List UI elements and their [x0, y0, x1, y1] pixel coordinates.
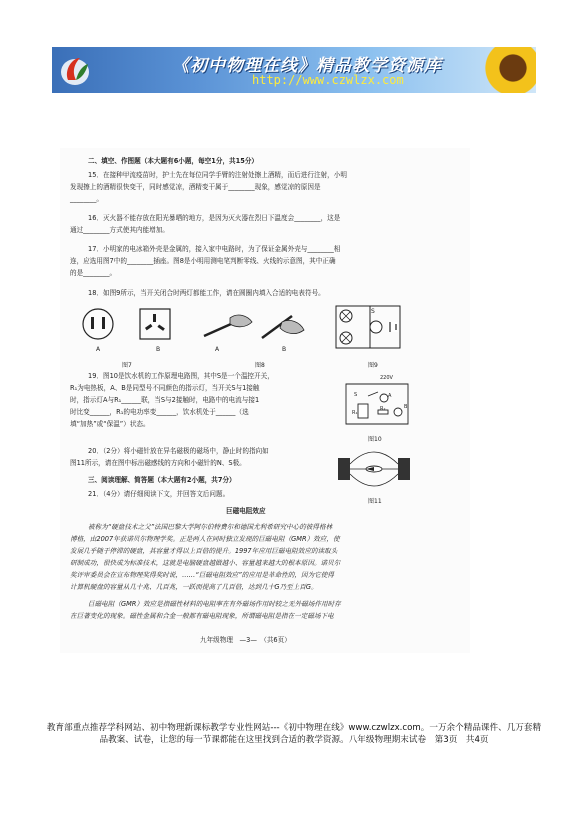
q15-line1: 15．在接种甲流疫苗时，护士先在每位同学手臂的注射处擦上酒精，而后进行注射，小明: [88, 171, 347, 179]
page-number-footer: 九年级物理 —3— （共6页）: [200, 636, 291, 644]
figure-7-sockets: [80, 306, 176, 348]
article-line2: 博格，由2007年获诺贝尔物理学奖。正是两人在同时独立发现的巨磁电阻（GMR）效应，使: [70, 535, 340, 543]
banner-title: 《初中物理在线》精品教学资源库: [172, 56, 442, 76]
figure-11-magnet-field: [336, 446, 412, 492]
article-title: 巨磁电阻效应: [226, 507, 266, 515]
fig10-lamp-b: B: [404, 404, 408, 410]
site-footer-text: 教育部重点推荐学科网站、初中物理新课标教学专业性网站---《初中物理在线》www.czwlzx.com。一万余个精品课件、几万套精品教案、试卷，让您的每一节课都能在这里找到合适的教学资源。八年级物理期末试卷 第3页 共4页: [46, 723, 542, 745]
fig8-label-a: A: [215, 346, 220, 353]
fig10-switch: S: [354, 392, 358, 398]
q16-line1: 16．灭火器不能存放在阳光暴晒的地方，是因为灭火器在烈日下温度会________，这是: [88, 214, 341, 222]
sunflower-icon: [482, 47, 536, 93]
q19-line5: 填“加热”或“保温”）状态。: [70, 420, 150, 428]
fig10-caption: 图10: [368, 436, 382, 443]
section2-header: 二、填空、作图题（本大题有6小题，每空1分，共15分）: [88, 157, 259, 165]
figure-9-circuit: [330, 300, 406, 354]
q21-text: 21．（4分）请仔细阅读下文，并回答文后问题。: [88, 490, 230, 498]
fig10-r2: R₂: [380, 406, 386, 412]
article-line5: 奖评审委员会在宣布物理奖得奖时说，……“巨磁电阻效应”的应用是革命性的，因为它使得: [70, 571, 334, 579]
figure-8-test-pens: [200, 308, 310, 346]
article-line6: 计算机硬盘的容量从几十兆、几百兆，一跃而提高了几百倍，达到几十G乃至上百G。: [70, 583, 318, 591]
article-line1: 被称为“硬盘技术之父”法国巴黎大学阿尔伯特费尔和德国尤利希研究中心的彼得格林: [88, 523, 333, 531]
fig8-label-b: B: [282, 346, 287, 353]
site-banner: [52, 47, 536, 93]
q19-line1: 19．图10是饮水机的工作原理电路图，其中S是一个温控开关，: [88, 372, 274, 380]
q17-line2: 连，应选用图7中的________插座。图8是小明用测电笔判断零线、火线的示意图，其中正确: [70, 257, 336, 265]
fig7-label-b: B: [156, 346, 161, 353]
fig10-voltage: 220V: [380, 375, 393, 381]
q19-line4: 时比变______，R₁的电功率变______，饮水机处于______（选: [70, 408, 249, 416]
q15-line3: ________。: [70, 195, 103, 203]
q15-line2: 发现擦上的酒精很快变干，同时感觉凉，酒精变干属于________现象，感觉凉的原因是: [70, 183, 321, 191]
fig7-label-a: A: [96, 346, 101, 353]
q20-line2: 图11所示，请在图中标出磁感线的方向和小磁针的N、S极。: [70, 459, 246, 467]
fig8-caption: 图8: [255, 362, 265, 369]
q19-line2: R₁为电热板，A、B是同型号不同颜色的指示灯，当开关S与1接触: [70, 384, 260, 392]
section3-header: 三、阅读理解、简答题（本大题有2小题，共7分）: [88, 476, 236, 484]
fig9-caption: 图9: [368, 362, 378, 369]
fig7-caption: 图7: [122, 362, 132, 369]
fig10-lamp-a: A: [388, 393, 392, 399]
article-line8: 在巨著变化的现象。磁性金属和合金一般都有磁电阻现象，所谓磁电阻是指在一定磁场下电: [70, 612, 334, 620]
q18-text: 18．如图9所示，当开关闭合时两灯都能工作，请在圆圈内填入合适的电表符号。: [88, 289, 325, 297]
fig11-caption: 图11: [368, 498, 382, 505]
fig10-r1: R₁: [352, 410, 358, 416]
article-line7: 巨磁电阻（GMR）效应是指磁性材料的电阻率在有外磁场作用时较之无外磁场作用时存: [88, 600, 341, 608]
banner-url[interactable]: http://www.czwlzx.com: [252, 73, 404, 87]
figure-10-circuit: [338, 378, 414, 430]
q17-line1: 17．小明家的电冰箱外壳是金属的，接入家中电路时，为了保证金属外壳与________相: [88, 245, 341, 253]
q17-line3: 的是________。: [70, 269, 117, 277]
q16-line2: 通过________方式使其内能增加。: [70, 226, 169, 234]
fig9-switch-label: S: [371, 308, 375, 315]
q19-line3: 时，指示灯A与R₁______联，当S与2接触时，电路中的电流与接1: [70, 396, 260, 404]
article-line3: 发展几乎随于停滞的硬盘，其容量才得以上百倍的提升。1997年应用巨磁电阻效应的读取头: [70, 547, 338, 555]
site-logo-icon: [58, 52, 92, 88]
article-line4: 研制成功，很快成为标准技术，这就是电脑硬盘越做越小、容量越来越大的根本原因。诺贝尔: [70, 559, 341, 567]
q20-line1: 20．（2分）将小磁针放在异名磁极的磁场中，静止时的指向如: [88, 447, 269, 455]
